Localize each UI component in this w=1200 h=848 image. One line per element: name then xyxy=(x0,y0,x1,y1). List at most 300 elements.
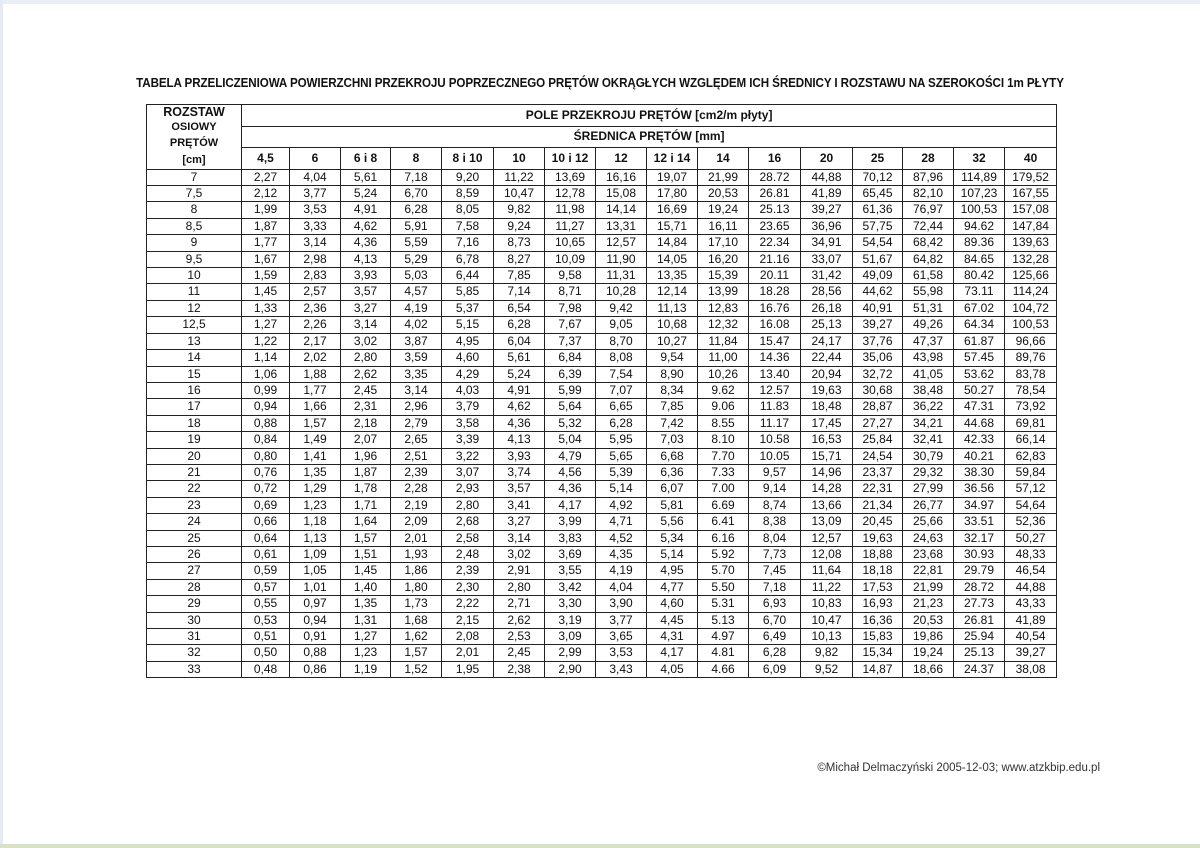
area-cell: 4,95 xyxy=(647,563,698,579)
area-cell: 5.13 xyxy=(698,612,749,628)
area-cell: 4,77 xyxy=(647,579,698,595)
area-cell: 0,57 xyxy=(242,579,290,595)
area-cell: 1,80 xyxy=(391,579,442,595)
spacing-cell: 26 xyxy=(147,546,242,562)
area-cell: 6,93 xyxy=(749,596,801,612)
area-cell: 14,96 xyxy=(801,464,853,480)
area-cell: 3,02 xyxy=(494,546,545,562)
area-cell: 1,95 xyxy=(442,661,494,677)
area-cell: 94.62 xyxy=(954,218,1005,234)
spacing-cell: 14 xyxy=(147,350,242,366)
spacing-cell: 30 xyxy=(147,612,242,628)
area-cell: 17,80 xyxy=(647,186,698,202)
area-cell: 10,47 xyxy=(494,186,545,202)
area-cell: 3,30 xyxy=(545,596,596,612)
area-cell: 3,55 xyxy=(545,563,596,579)
area-cell: 4.97 xyxy=(698,629,749,645)
area-cell: 21,99 xyxy=(903,579,954,595)
area-cell: 1,23 xyxy=(290,497,341,513)
area-cell: 8.10 xyxy=(698,432,749,448)
area-cell: 16,69 xyxy=(647,202,698,218)
spacing-cell: 12 xyxy=(147,300,242,316)
area-cell: 17,45 xyxy=(801,415,853,431)
table-row xyxy=(147,645,1057,661)
area-cell: 2,91 xyxy=(494,563,545,579)
area-cell: 8,71 xyxy=(545,284,596,300)
area-cell: 2,01 xyxy=(391,530,442,546)
page-left-border xyxy=(0,0,3,848)
area-cell: 167,55 xyxy=(1005,186,1057,202)
area-cell: 3,27 xyxy=(341,300,391,316)
area-cell: 0,88 xyxy=(290,645,341,661)
area-cell: 100,53 xyxy=(1005,317,1057,333)
area-cell: 7,07 xyxy=(596,382,647,398)
table-row xyxy=(147,448,1057,464)
area-cell: 1,59 xyxy=(242,268,290,284)
area-cell: 35,06 xyxy=(853,350,903,366)
area-cell: 4,36 xyxy=(494,415,545,431)
area-cell: 2,07 xyxy=(341,432,391,448)
area-cell: 3,58 xyxy=(442,415,494,431)
area-cell: 5,34 xyxy=(647,530,698,546)
area-cell: 89.36 xyxy=(954,235,1005,251)
area-cell: 7,45 xyxy=(749,563,801,579)
spacing-cell: 25 xyxy=(147,530,242,546)
area-cell: 14.36 xyxy=(749,350,801,366)
area-cell: 6,09 xyxy=(749,661,801,677)
area-cell: 5,81 xyxy=(647,497,698,513)
area-cell: 78,54 xyxy=(1005,382,1057,398)
area-cell: 2,30 xyxy=(442,579,494,595)
area-cell: 11,64 xyxy=(801,563,853,579)
area-cell: 40,91 xyxy=(853,300,903,316)
area-cell: 6,28 xyxy=(391,202,442,218)
area-cell: 5,85 xyxy=(442,284,494,300)
area-cell: 24,54 xyxy=(853,448,903,464)
area-cell: 57,75 xyxy=(853,218,903,234)
area-cell: 2,17 xyxy=(290,333,341,349)
area-cell: 1,40 xyxy=(341,579,391,595)
area-cell: 22.34 xyxy=(749,235,801,251)
area-cell: 48,33 xyxy=(1005,546,1057,562)
area-cell: 0,61 xyxy=(242,546,290,562)
area-cell: 6,28 xyxy=(596,415,647,431)
table-row xyxy=(147,268,1057,284)
table-row xyxy=(147,218,1057,234)
area-cell: 3,59 xyxy=(391,350,442,366)
area-cell: 22,31 xyxy=(853,481,903,497)
area-cell: 50.27 xyxy=(954,382,1005,398)
author-credit: ©Michał Delmaczyński 2005-12-03; www.atzkbip.edu.pl xyxy=(817,762,1100,774)
area-cell: 3,99 xyxy=(545,514,596,530)
area-cell: 0,94 xyxy=(242,399,290,415)
area-cell: 89,76 xyxy=(1005,350,1057,366)
area-cell: 2,83 xyxy=(290,268,341,284)
area-cell: 84.65 xyxy=(954,251,1005,267)
area-cell: 0,94 xyxy=(290,612,341,628)
area-cell: 44.68 xyxy=(954,415,1005,431)
area-cell: 69,81 xyxy=(1005,415,1057,431)
table-row xyxy=(147,169,1057,185)
diameter-col-header: 4,5 xyxy=(242,148,290,170)
area-cell: 14,87 xyxy=(853,661,903,677)
table-row xyxy=(147,366,1057,382)
area-cell: 12,32 xyxy=(698,317,749,333)
area-cell: 27,99 xyxy=(903,481,954,497)
area-cell: 7.70 xyxy=(698,448,749,464)
spacing-cell: 21 xyxy=(147,464,242,480)
area-cell: 1,22 xyxy=(242,333,290,349)
area-cell: 4,57 xyxy=(391,284,442,300)
area-cell: 1,31 xyxy=(341,612,391,628)
area-cell: 8,27 xyxy=(494,251,545,267)
area-cell: 2,80 xyxy=(341,350,391,366)
area-cell: 8,04 xyxy=(749,530,801,546)
area-cell: 13,09 xyxy=(801,514,853,530)
area-cell: 2,62 xyxy=(494,612,545,628)
area-cell: 5,37 xyxy=(442,300,494,316)
area-cell: 53.62 xyxy=(954,366,1005,382)
area-cell: 5,39 xyxy=(596,464,647,480)
area-cell: 36,96 xyxy=(801,218,853,234)
table-row xyxy=(147,235,1057,251)
area-cell: 4,19 xyxy=(391,300,442,316)
area-cell: 4,92 xyxy=(596,497,647,513)
area-cell: 61,58 xyxy=(903,268,954,284)
area-cell: 21,34 xyxy=(853,497,903,513)
area-cell: 1,87 xyxy=(341,464,391,480)
area-cell: 39,27 xyxy=(1005,645,1057,661)
area-cell: 6,07 xyxy=(647,481,698,497)
table-row xyxy=(147,563,1057,579)
area-cell: 39,27 xyxy=(801,202,853,218)
area-cell: 4,52 xyxy=(596,530,647,546)
area-cell: 2,27 xyxy=(242,169,290,185)
area-cell: 1,57 xyxy=(341,530,391,546)
spacing-cell: 28 xyxy=(147,579,242,595)
area-cell: 49,26 xyxy=(903,317,954,333)
area-cell: 2,58 xyxy=(442,530,494,546)
area-cell: 39,27 xyxy=(853,317,903,333)
area-cell: 20,45 xyxy=(853,514,903,530)
area-cell: 40,54 xyxy=(1005,629,1057,645)
area-cell: 6,36 xyxy=(647,464,698,480)
table-row xyxy=(147,251,1057,267)
area-cell: 2,09 xyxy=(391,514,442,530)
area-cell: 24.37 xyxy=(954,661,1005,677)
area-cell: 30,79 xyxy=(903,448,954,464)
area-cell: 114,89 xyxy=(954,169,1005,185)
area-cell: 76,97 xyxy=(903,202,954,218)
page-bottom-border xyxy=(0,844,1200,848)
area-cell: 9,54 xyxy=(647,350,698,366)
area-cell: 67.02 xyxy=(954,300,1005,316)
area-cell: 2,02 xyxy=(290,350,341,366)
area-cell: 42.33 xyxy=(954,432,1005,448)
area-cell: 4,60 xyxy=(647,596,698,612)
area-cell: 10.58 xyxy=(749,432,801,448)
area-cell: 12,83 xyxy=(698,300,749,316)
area-cell: 4,45 xyxy=(647,612,698,628)
area-cell: 11,00 xyxy=(698,350,749,366)
spacing-cell: 7,5 xyxy=(147,186,242,202)
area-cell: 30,68 xyxy=(853,382,903,398)
area-cell: 1,27 xyxy=(242,317,290,333)
area-cell: 9,82 xyxy=(801,645,853,661)
area-cell: 4,03 xyxy=(442,382,494,398)
area-cell: 30.93 xyxy=(954,546,1005,562)
table-row xyxy=(147,300,1057,316)
area-cell: 4,79 xyxy=(545,448,596,464)
area-cell: 29.79 xyxy=(954,563,1005,579)
area-cell: 2,38 xyxy=(494,661,545,677)
page-top-border xyxy=(0,0,1200,4)
area-cell: 32,41 xyxy=(903,432,954,448)
area-cell: 2,98 xyxy=(290,251,341,267)
area-cell: 5,29 xyxy=(391,251,442,267)
area-cell: 46,54 xyxy=(1005,563,1057,579)
area-cell: 14,14 xyxy=(596,202,647,218)
area-cell: 4,71 xyxy=(596,514,647,530)
area-cell: 8,59 xyxy=(442,186,494,202)
spacing-cell: 33 xyxy=(147,661,242,677)
area-cell: 51,67 xyxy=(853,251,903,267)
area-cell: 0,72 xyxy=(242,481,290,497)
table-title: TABELA PRZELICZENIOWA POWIERZCHNI PRZEKROJU POPRZECZNEGO PRĘTÓW OKRĄGŁYCH WZGLĘDEM ICH ŚREDNICY I ROZSTAWU NA SZEROKOŚCI 1m PŁYTY xyxy=(136,76,1064,90)
area-cell: 44,62 xyxy=(853,284,903,300)
area-cell: 4,05 xyxy=(647,661,698,677)
table-body xyxy=(147,169,1057,678)
area-cell: 18,48 xyxy=(801,399,853,415)
area-cell: 3,57 xyxy=(494,481,545,497)
area-cell: 10,09 xyxy=(545,251,596,267)
area-cell: 9.62 xyxy=(698,382,749,398)
area-cell: 6,70 xyxy=(749,612,801,628)
area-cell: 3,83 xyxy=(545,530,596,546)
area-cell: 1,77 xyxy=(242,235,290,251)
area-cell: 6,28 xyxy=(494,317,545,333)
area-cell: 52,36 xyxy=(1005,514,1057,530)
area-cell: 6,49 xyxy=(749,629,801,645)
table-row xyxy=(147,284,1057,300)
area-cell: 3,77 xyxy=(290,186,341,202)
area-cell: 16,20 xyxy=(698,251,749,267)
area-cell: 73,92 xyxy=(1005,399,1057,415)
area-cell: 6,54 xyxy=(494,300,545,316)
spacing-cell: 9 xyxy=(147,235,242,251)
area-cell: 25,66 xyxy=(903,514,954,530)
area-cell: 5,03 xyxy=(391,268,442,284)
area-cell: 1,64 xyxy=(341,514,391,530)
area-cell: 12,08 xyxy=(801,546,853,562)
area-cell: 7,85 xyxy=(494,268,545,284)
area-cell: 23.65 xyxy=(749,218,801,234)
area-cell: 64,82 xyxy=(903,251,954,267)
area-cell: 5.50 xyxy=(698,579,749,595)
table-row xyxy=(147,629,1057,645)
area-cell: 21,23 xyxy=(903,596,954,612)
diameter-col-header: 8 xyxy=(391,148,442,170)
area-cell: 17,53 xyxy=(853,579,903,595)
area-cell: 2,90 xyxy=(545,661,596,677)
area-cell: 5,14 xyxy=(596,481,647,497)
area-cell: 4,02 xyxy=(391,317,442,333)
area-cell: 5,99 xyxy=(545,382,596,398)
area-cell: 1,29 xyxy=(290,481,341,497)
diameter-row xyxy=(147,148,1057,170)
area-cell: 38.30 xyxy=(954,464,1005,480)
spacing-cell: 22 xyxy=(147,481,242,497)
area-cell: 0,55 xyxy=(242,596,290,612)
area-cell: 24,63 xyxy=(903,530,954,546)
spacing-cell: 23 xyxy=(147,497,242,513)
spacing-header-unit: [cm] xyxy=(182,154,206,167)
area-cell: 16,36 xyxy=(853,612,903,628)
area-cell: 14,84 xyxy=(647,235,698,251)
area-cell: 3,02 xyxy=(341,333,391,349)
area-cell: 57.45 xyxy=(954,350,1005,366)
area-cell: 13,35 xyxy=(647,268,698,284)
area-cell: 1,93 xyxy=(391,546,442,562)
spacing-cell: 29 xyxy=(147,596,242,612)
table-row xyxy=(147,186,1057,202)
area-cell: 3,53 xyxy=(290,202,341,218)
area-cell: 3,87 xyxy=(391,333,442,349)
area-cell: 0,80 xyxy=(242,448,290,464)
area-cell: 11,84 xyxy=(698,333,749,349)
area-cell: 2,93 xyxy=(442,481,494,497)
area-cell: 4,36 xyxy=(341,235,391,251)
area-cell: 5,24 xyxy=(341,186,391,202)
area-cell: 1,62 xyxy=(391,629,442,645)
area-cell: 19,63 xyxy=(853,530,903,546)
area-cell: 19,24 xyxy=(903,645,954,661)
area-cell: 15,34 xyxy=(853,645,903,661)
area-cell: 139,63 xyxy=(1005,235,1057,251)
area-cell: 13,99 xyxy=(698,284,749,300)
area-cell: 43,98 xyxy=(903,350,954,366)
area-cell: 4,62 xyxy=(494,399,545,415)
area-cell: 6,68 xyxy=(647,448,698,464)
area-cell: 27,27 xyxy=(853,415,903,431)
table-row xyxy=(147,596,1057,612)
area-cell: 3,43 xyxy=(596,661,647,677)
area-cell: 3,14 xyxy=(391,382,442,398)
area-cell: 82,10 xyxy=(903,186,954,202)
area-cell: 3,33 xyxy=(290,218,341,234)
table-row xyxy=(147,612,1057,628)
spacing-cell: 19 xyxy=(147,432,242,448)
area-cell: 6,28 xyxy=(749,645,801,661)
area-cell: 6,65 xyxy=(596,399,647,415)
area-cell: 2,45 xyxy=(494,645,545,661)
area-cell: 10,68 xyxy=(647,317,698,333)
area-cell: 13.40 xyxy=(749,366,801,382)
area-cell: 3,74 xyxy=(494,464,545,480)
area-cell: 66,14 xyxy=(1005,432,1057,448)
area-cell: 157,08 xyxy=(1005,202,1057,218)
area-cell: 2,68 xyxy=(442,514,494,530)
area-cell: 3,65 xyxy=(596,629,647,645)
table-row xyxy=(147,399,1057,415)
area-cell: 25,13 xyxy=(801,317,853,333)
area-cell: 2,08 xyxy=(442,629,494,645)
area-cell: 2,39 xyxy=(391,464,442,480)
area-cell: 7,73 xyxy=(749,546,801,562)
area-cell: 15,39 xyxy=(698,268,749,284)
area-cell: 1,51 xyxy=(341,546,391,562)
area-cell: 7,42 xyxy=(647,415,698,431)
spacing-cell: 8 xyxy=(147,202,242,218)
diameter-col-header: 16 xyxy=(749,148,801,170)
diameter-col-header: 12 xyxy=(596,148,647,170)
diameter-col-header: 10 xyxy=(494,148,545,170)
area-cell: 1,86 xyxy=(391,563,442,579)
area-cell: 2,79 xyxy=(391,415,442,431)
area-cell: 6,78 xyxy=(442,251,494,267)
area-cell: 20.11 xyxy=(749,268,801,284)
area-cell: 34.97 xyxy=(954,497,1005,513)
area-cell: 8,90 xyxy=(647,366,698,382)
area-cell: 11.17 xyxy=(749,415,801,431)
area-cell: 18,88 xyxy=(853,546,903,562)
area-cell: 4,36 xyxy=(545,481,596,497)
area-cell: 33.51 xyxy=(954,514,1005,530)
rebar-area-table xyxy=(146,104,1057,678)
area-cell: 54,64 xyxy=(1005,497,1057,513)
area-cell: 3,69 xyxy=(545,546,596,562)
area-cell: 72,44 xyxy=(903,218,954,234)
area-cell: 2,99 xyxy=(545,645,596,661)
area-cell: 62,83 xyxy=(1005,448,1057,464)
area-cell: 4,31 xyxy=(647,629,698,645)
area-cell: 2,18 xyxy=(341,415,391,431)
spacing-cell: 24 xyxy=(147,514,242,530)
area-cell: 0,69 xyxy=(242,497,290,513)
table-row xyxy=(147,661,1057,677)
area-cell: 12.57 xyxy=(749,382,801,398)
area-cell: 16,53 xyxy=(801,432,853,448)
table-row xyxy=(147,579,1057,595)
area-cell: 4,29 xyxy=(442,366,494,382)
area-cell: 49,09 xyxy=(853,268,903,284)
area-cell: 4,91 xyxy=(494,382,545,398)
area-cell: 2,26 xyxy=(290,317,341,333)
area-cell: 1,71 xyxy=(341,497,391,513)
area-cell: 13,31 xyxy=(596,218,647,234)
area-cell: 3,57 xyxy=(341,284,391,300)
area-cell: 87,96 xyxy=(903,169,954,185)
area-cell: 1,49 xyxy=(290,432,341,448)
area-cell: 0,53 xyxy=(242,612,290,628)
area-cell: 4,62 xyxy=(341,218,391,234)
area-cell: 4,04 xyxy=(596,579,647,595)
diameter-col-header: 28 xyxy=(903,148,954,170)
area-cell: 6.41 xyxy=(698,514,749,530)
area-cell: 0,88 xyxy=(242,415,290,431)
area-cell: 10,47 xyxy=(801,612,853,628)
area-cell: 31,42 xyxy=(801,268,853,284)
area-cell: 40.21 xyxy=(954,448,1005,464)
area-cell: 7,98 xyxy=(545,300,596,316)
area-cell: 47,37 xyxy=(903,333,954,349)
area-cell: 3,90 xyxy=(596,596,647,612)
area-cell: 5,61 xyxy=(341,169,391,185)
diameter-col-header: 12 i 14 xyxy=(647,148,698,170)
area-cell: 16,93 xyxy=(853,596,903,612)
area-cell: 18.28 xyxy=(749,284,801,300)
area-cell: 34,91 xyxy=(801,235,853,251)
